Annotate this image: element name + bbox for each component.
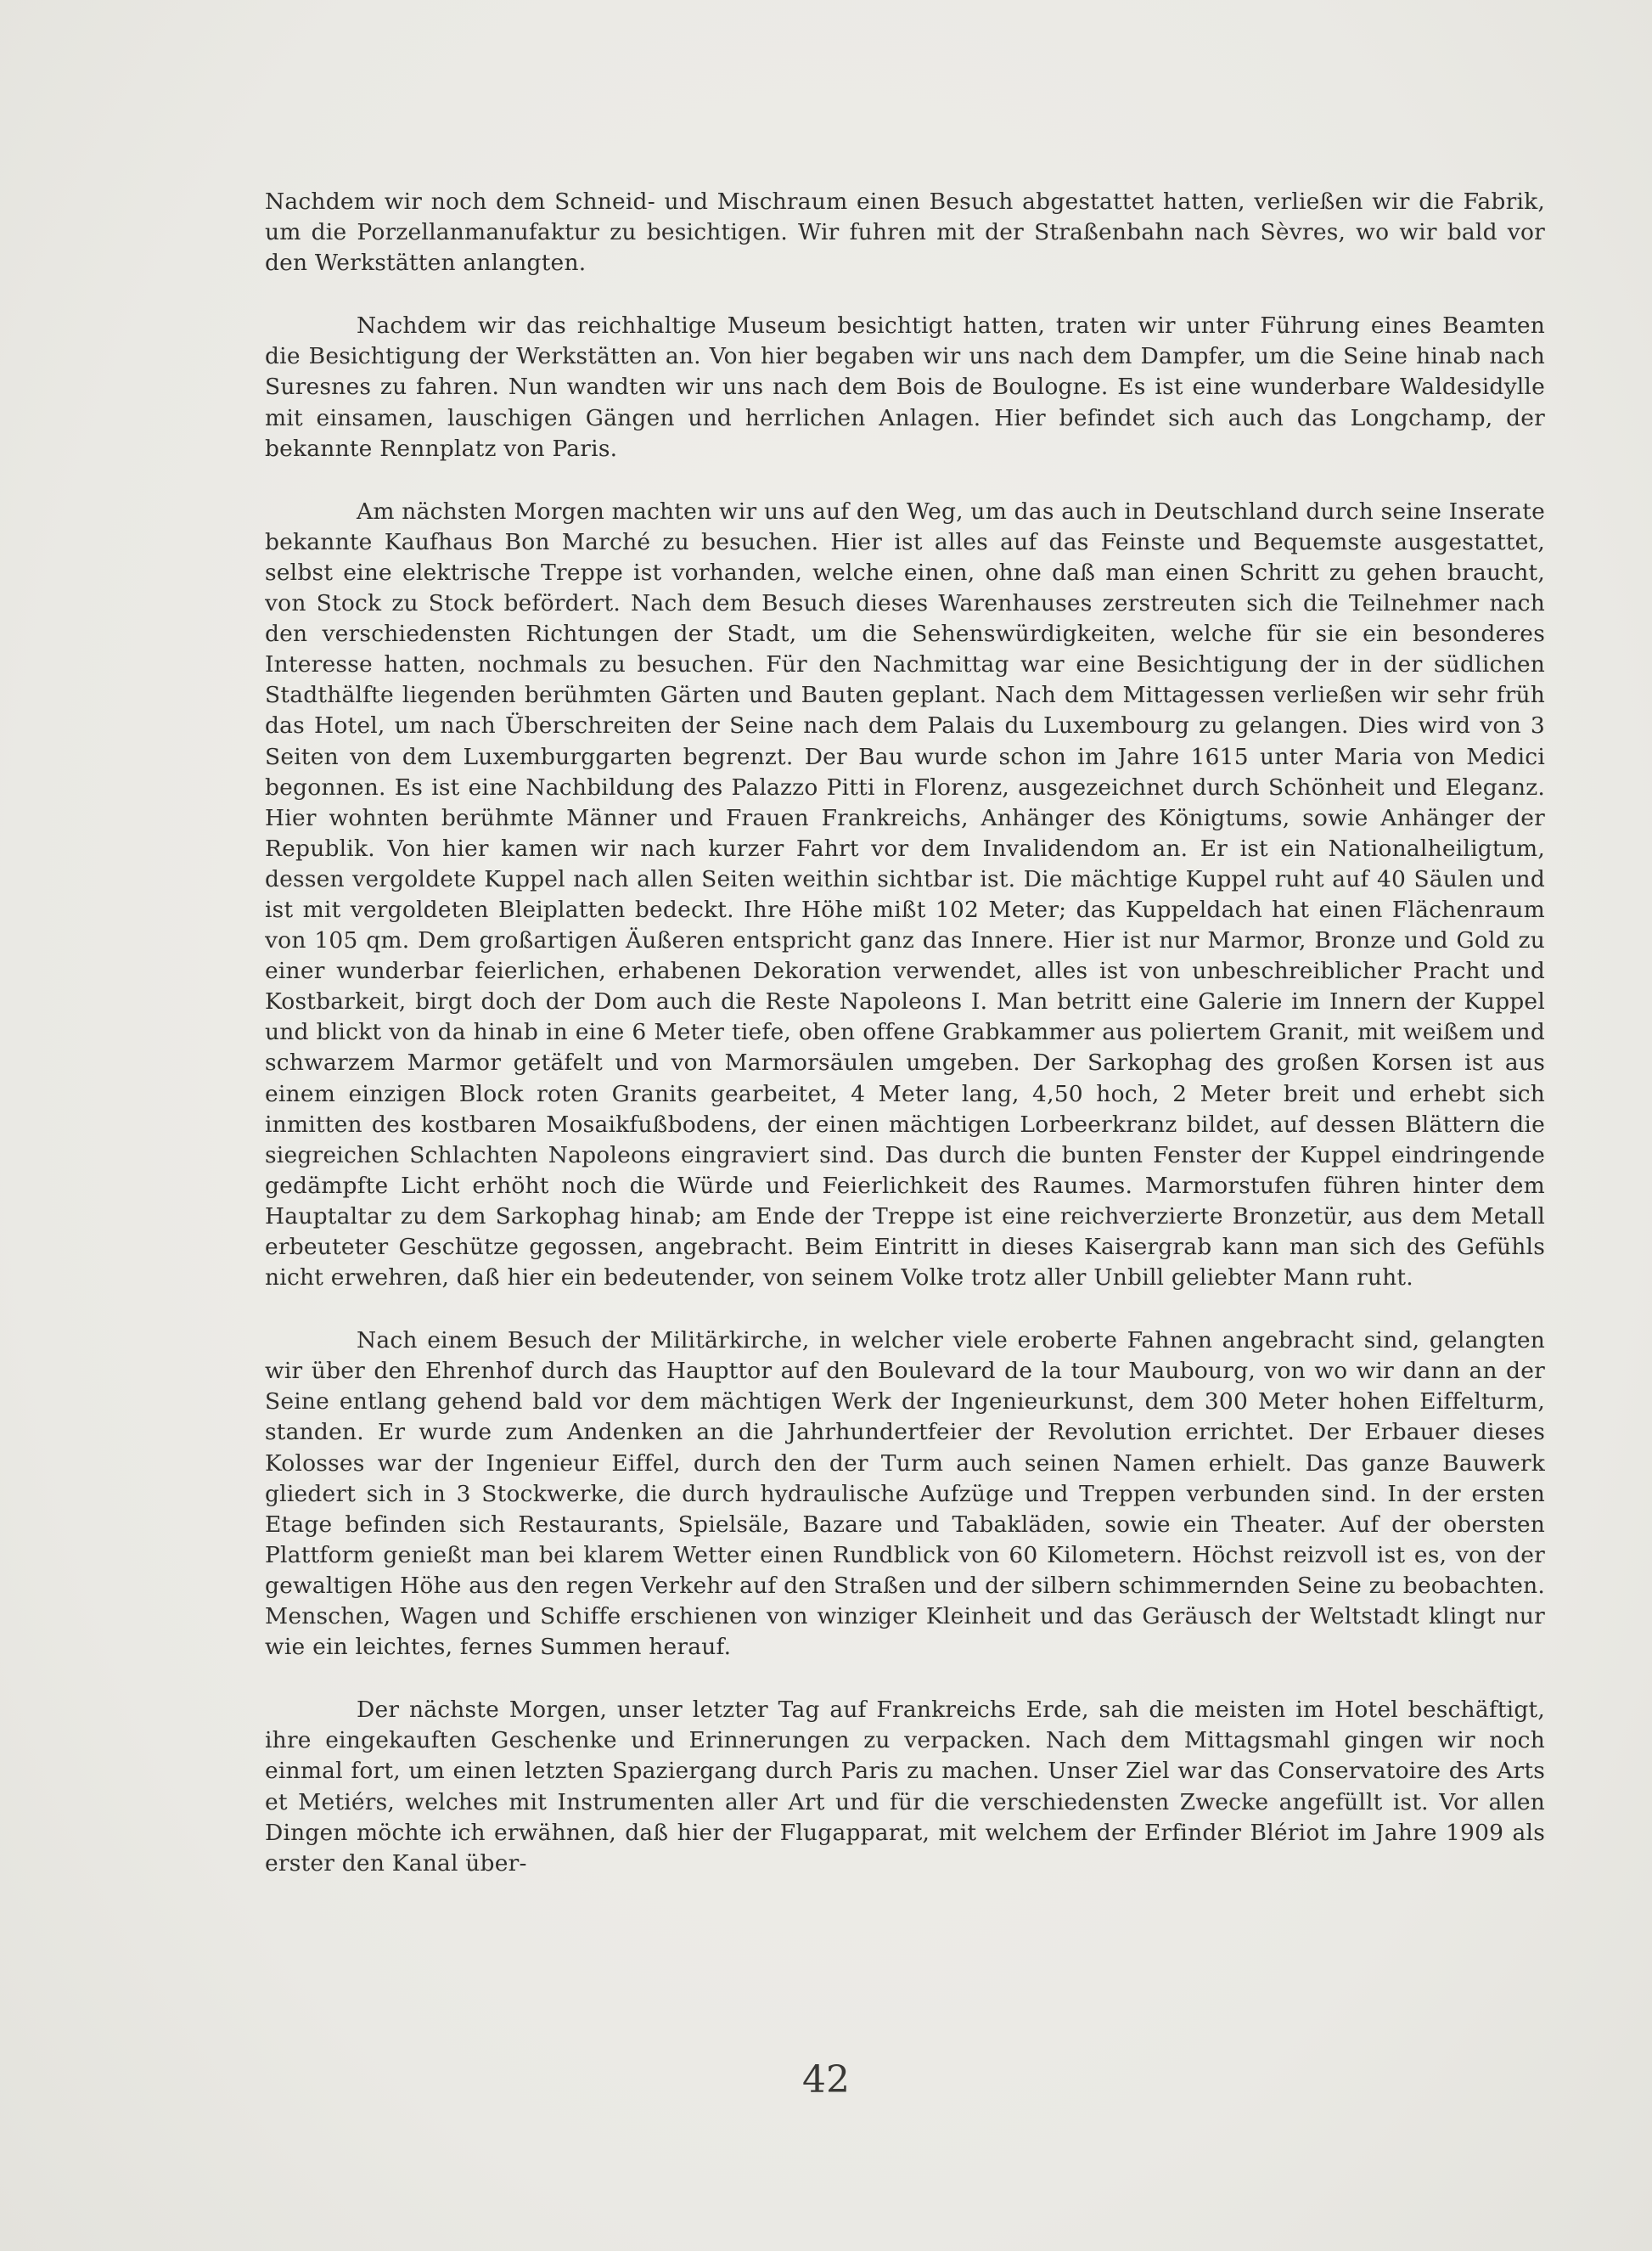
paragraph: Der nächste Morgen, unser letzter Tag auf Frankreichs Erde, sah die meisten im Hotel beschäftigt, ihre eingekauften Geschenke und Erinnerungen zu verpacken. Nach dem Mittagsmahl gingen wir noch einmal fort, um einen letzten Spaziergang durch Paris zu machen. Unser Ziel war das Conservatoire des Arts et Metiérs, welches mit Instrumenten aller Art und für die verschiedensten Zwecke angefüllt ist. Vor allen Dingen möchte ich erwähnen, daß hier der Flugapparat, mit welchem der Erfinder Blériot im Jahre 1909 als erster den Kanal über- — [265, 1697, 1545, 1877]
paragraph: Nach einem Besuch der Militärkirche, in welcher viele eroberte Fahnen angebracht sind, gelangten wir über den Ehrenhof durch das Haupttor auf den Boulevard de la tour Maubourg, von wo wir dann an der Seine entlang gehend bald vor dem mächtigen Werk der Ingenieurkunst, dem 300 Meter hohen Eiffelturm, standen. Er wurde zum Andenken an die Jahrhundertfeier der Revolution errichtet. Der Erbauer dieses Kolosses war der Ingenieur Eiffel, durch den der Turm auch seinen Namen erhielt. Das ganze Bauwerk gliedert sich in 3 Stockwerke, die durch hydraulische Aufzüge und Treppen verbunden sind. In der ersten Etage befinden sich Restaurants, Spielsäle, Bazare und Tabakläden, sowie ein Theater. Auf der obersten Plattform genießt man bei klarem Wetter einen Rundblick von 60 Kilometern. Höchst reizvoll ist es, von der gewaltigen Höhe aus den regen Verkehr auf den Straßen und der silbern schimmernden Seine zu beobachten. Menschen, Wagen und Schiffe erschienen von winziger Kleinheit und das Geräusch der Weltstadt klingt nur wie ein leichtes, fernes Summen herauf. — [265, 1327, 1545, 1661]
paragraph: Nachdem wir das reichhaltige Museum besichtigt hatten, traten wir unter Führung eines Beamten die Besichtigung der Werkstätten an. Von hier begaben wir uns nach dem Dampfer, um die Seine hinab nach Suresnes zu fahren. Nun wandten wir uns nach dem Bois de Boulogne. Es ist eine wunderbare Waldesidylle mit einsamen, lauschigen Gängen und herrlichen Anlagen. Hier befindet sich auch das Longchamp, der bekannte Rennplatz von Paris. — [265, 312, 1545, 462]
paragraph: Nachdem wir noch dem Schneid- und Mischraum einen Besuch abgestattet hatten, verließen wir die Fabrik, um die Porzellanmanufaktur zu besichtigen. Wir fuhren mit der Straßenbahn nach Sèvres, wo wir bald vor den Werkstätten anlangten. — [265, 189, 1545, 277]
page-number: 42 — [802, 2058, 850, 2102]
paragraph: Am nächsten Morgen machten wir uns auf den Weg, um das auch in Deutschland durch seine Inserate bekannte Kaufhaus Bon Marché zu besuchen. Hier ist alles auf das Feinste und Bequemste ausgestattet, selbst eine elektrische Treppe ist vorhanden, welche einen, ohne daß man einen Schritt zu gehen braucht, von Stock zu Stock befördert. Nach dem Besuch dieses Warenhauses zerstreuten sich die Teilnehmer nach den verschiedensten Richtungen der Stadt, um die Sehenswürdigkeiten, welche für sie ein besonderes Interesse hatten, nochmals zu besuchen. Für den Nachmittag war eine Besichtigung der in der südlichen Stadthälfte liegenden berühmten Gärten und Bauten geplant. Nach dem Mittagessen verließen wir sehr früh das Hotel, um nach Überschreiten der Seine nach dem Palais du Luxembourg zu gelangen. Dies wird von 3 Seiten von dem Luxemburggarten begrenzt. Der Bau wurde schon im Jahre 1615 unter Maria von Medici begonnen. Es ist eine Nachbildung des Palazzo Pitti in Florenz, ausgezeichnet durch Schönheit und Eleganz. Hier wohnten berühmte Männer und Frauen Frankreichs, Anhänger des Königtums, sowie Anhänger der Republik. Von hier kamen wir nach kurzer Fahrt vor dem Invalidendom an. Er ist ein Nationalheiligtum, dessen vergoldete Kuppel nach allen Seiten weithin sichtbar ist. Die mächtige Kuppel ruht auf 40 Säulen und ist mit vergoldeten Bleiplatten bedeckt. Ihre Höhe mißt 102 Meter; das Kuppeldach hat einen Flächenraum von 105 qm. Dem großartigen Äußeren entspricht ganz das Innere. Hier ist nur Marmor, Bronze und Gold zu einer wunderbar feierlichen, erhabenen Dekoration verwendet, alles ist von unbeschreiblicher Pracht und Kostbarkeit, birgt doch der Dom auch die Reste Napoleons I. Man betritt eine Galerie im Innern der Kuppel und blickt von da hinab in eine 6 Meter tiefe, oben offene Grabkammer aus poliertem Granit, mit weißem und schwarzem Marmor getäfelt und von Marmorsäulen umgeben. Der Sarkophag des großen Korsen ist aus einem einzigen Block roten Granits gearbeitet, 4 Meter lang, 4,50 hoch, 2 Meter breit und erhebt sich inmitten des kostbaren Mosaikfußbodens, der einen mächtigen Lorbeerkranz bildet, auf dessen Blättern die siegreichen Schlachten Napoleons eingraviert sind. Das durch die bunten Fenster der Kuppel eindringende gedämpfte Licht erhöht noch die Würde und Feierlichkeit des Raumes. Marmorstufen führen hinter dem Hauptaltar zu dem Sarkophag hinab; am Ende der Treppe ist eine reichverzierte Bronzetür, aus dem Metall erbeuteter Geschütze gegossen, angebracht. Beim Eintritt in dieses Kaisergrab kann man sich des Gefühls nicht erwehren, daß hier ein bedeutender, von seinem Volke trotz aller Unbill geliebter Mann ruht. — [265, 498, 1545, 1292]
body-text — [265, 187, 1545, 2038]
